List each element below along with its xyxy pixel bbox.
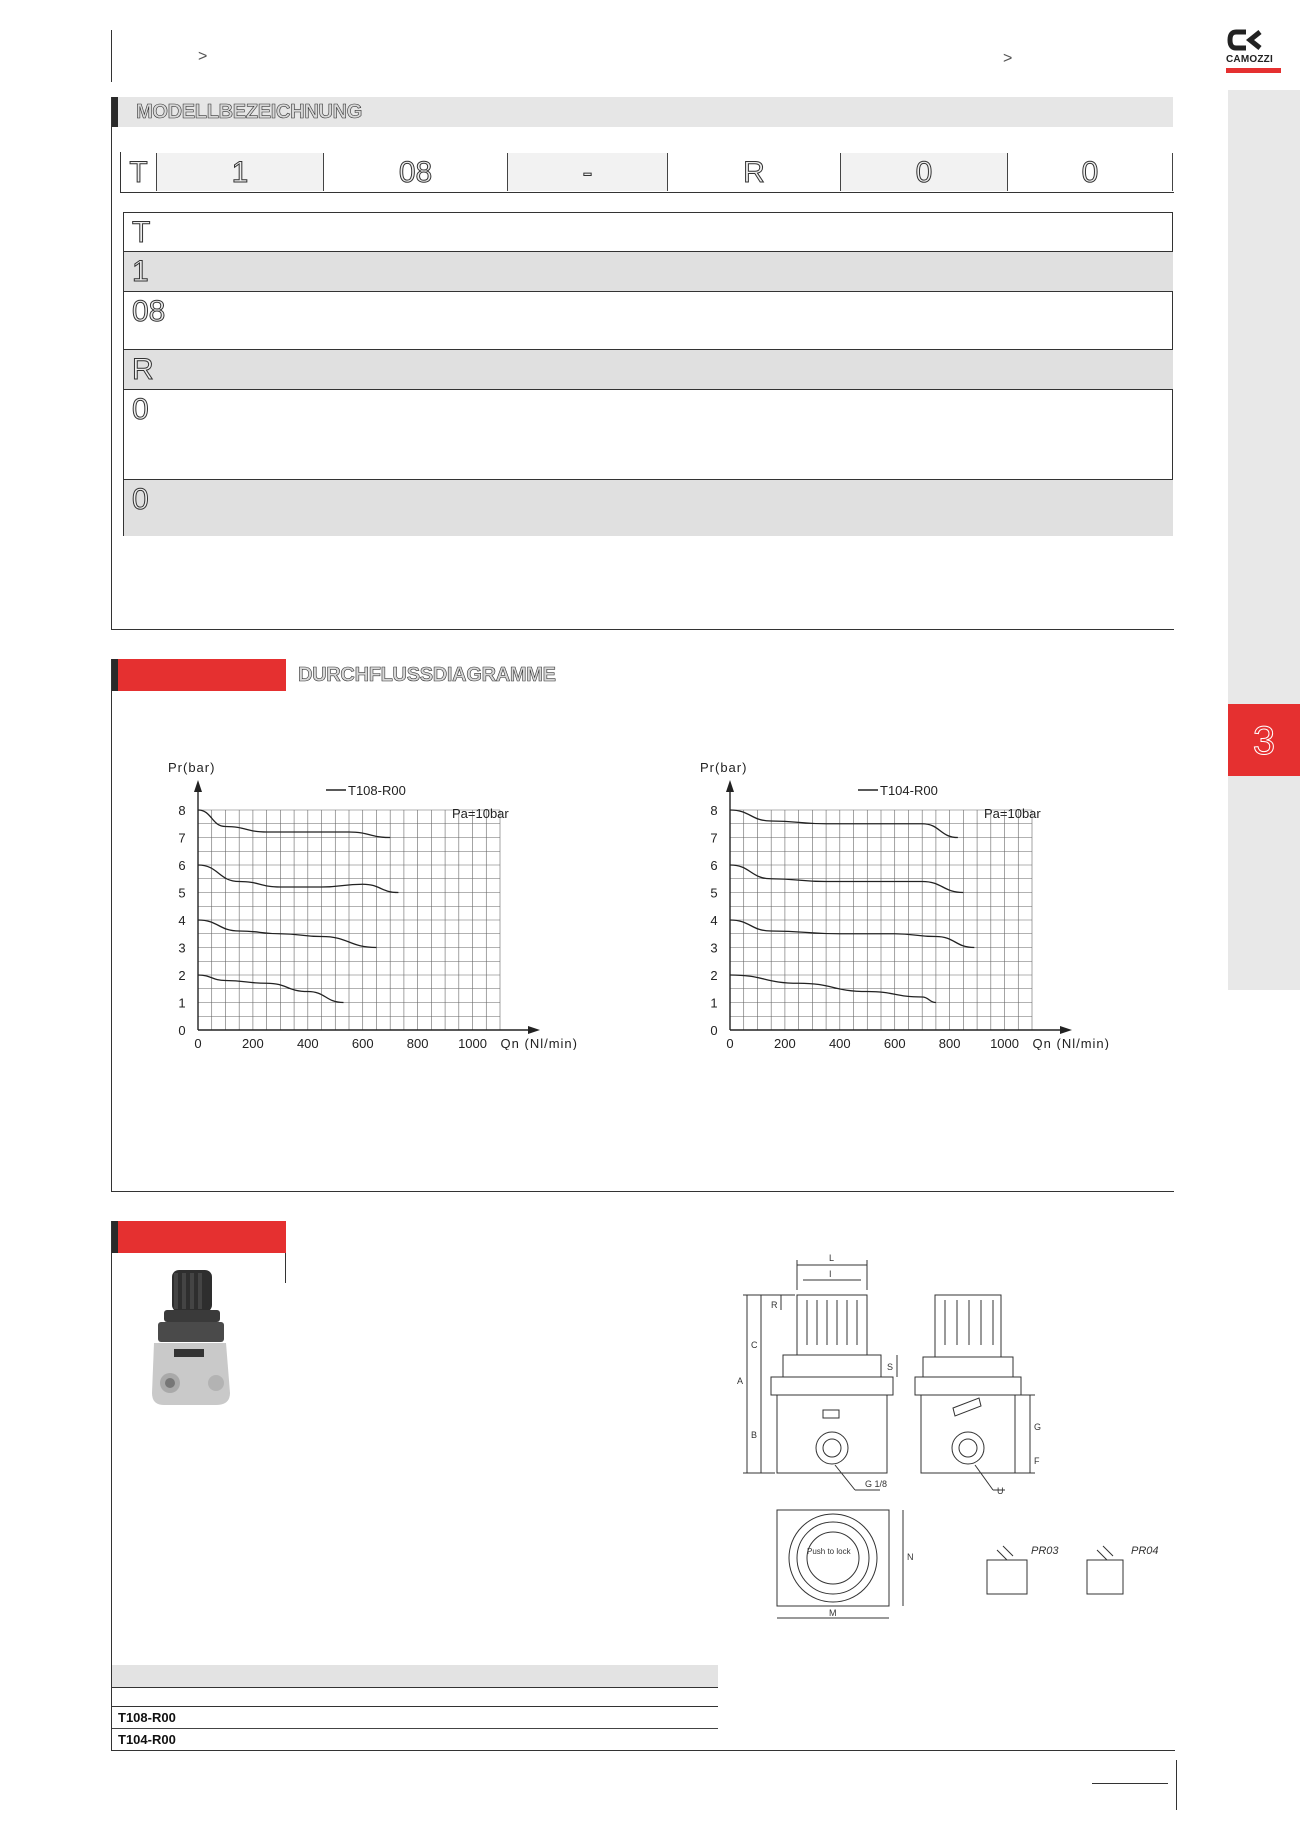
- code-cell-dash: -: [508, 153, 668, 191]
- legend-row-regulator: R: [124, 350, 1173, 390]
- table-row-t104: T104-R00: [112, 1730, 718, 1751]
- brand-red-stripe: [1226, 68, 1281, 73]
- y-axis-arrow-icon: [726, 780, 734, 792]
- section3-left-rule: [111, 1221, 112, 1751]
- chapter-tab-number: 3: [1252, 719, 1276, 763]
- y-tick-label: 5: [710, 885, 718, 901]
- y-tick-label: 8: [710, 803, 718, 818]
- code-cell-option-1: 0: [841, 153, 1008, 191]
- regulator-technical-drawing: [735, 1250, 1175, 1625]
- x-tick-label: 1000: [458, 1036, 488, 1050]
- dim-label-c: C: [751, 1340, 758, 1350]
- x-tick-label: 800: [938, 1036, 961, 1050]
- y-tick-label: 1: [710, 995, 718, 1011]
- code-cell-connection: 08: [324, 153, 508, 191]
- y-tick-label: 3: [710, 940, 718, 956]
- y-tick-label: 1: [178, 995, 186, 1011]
- y-tick-label: 4: [178, 913, 186, 928]
- code-cell-version: 1: [157, 153, 324, 191]
- code-cell-option-2: 0: [1008, 153, 1173, 191]
- regulator-product-photo: [150, 1265, 250, 1420]
- y-tick-label: 6: [710, 858, 718, 873]
- x-tick-label: 600: [883, 1036, 906, 1050]
- dim-label-n: N: [907, 1552, 914, 1562]
- flow-chart-t104: [682, 740, 1132, 1050]
- flow-title: DURCHFLUSSDIAGRAMME: [298, 664, 556, 686]
- legend-row-series: T: [124, 213, 1173, 252]
- sidebar-gray-strip: [1228, 90, 1300, 990]
- y-tick-label: 4: [710, 913, 718, 928]
- footer-page-rule: [1092, 1783, 1168, 1784]
- x-axis-arrow-icon: [528, 1026, 540, 1034]
- x-tick-label: 400: [296, 1036, 319, 1050]
- x-tick-label: 600: [351, 1036, 374, 1050]
- dim-label-u: U: [997, 1486, 1004, 1496]
- x-axis-arrow-icon: [1060, 1026, 1072, 1034]
- data-table-header: [112, 1665, 718, 1687]
- header-left-rule: [111, 30, 112, 82]
- y-tick-label: 7: [178, 830, 186, 846]
- section1-left-rule: [111, 97, 112, 630]
- dim-label-s: S: [887, 1362, 894, 1372]
- chart-title: T108-R00: [348, 783, 406, 798]
- x-tick-label: 0: [194, 1036, 202, 1050]
- section2-left-rule: [111, 659, 112, 1192]
- dim-label-m: M: [829, 1608, 837, 1618]
- knob-lock-text: Push to lock: [807, 1547, 851, 1556]
- dim-label-r: R: [771, 1300, 778, 1310]
- y-axis-arrow-icon: [194, 780, 202, 792]
- dim-label-f: F: [1034, 1456, 1040, 1466]
- y-tick-label: 2: [710, 968, 718, 983]
- symbol-label-pr04: PR04: [1131, 1545, 1159, 1557]
- footer-right-rule: [1176, 1760, 1177, 1810]
- legend-row-option-2: 0: [124, 480, 1173, 536]
- x-axis-label: Qn (Nl/min): [1032, 1036, 1110, 1050]
- code-cell-regulator: R: [668, 153, 841, 191]
- y-tick-label: 6: [178, 858, 186, 873]
- y-tick-label: 0: [178, 1023, 186, 1038]
- y-axis-label: Pr(bar): [700, 760, 748, 775]
- code-cell-series: T: [121, 153, 157, 191]
- y-tick-label: 5: [178, 885, 186, 901]
- dim-label-i: I: [829, 1269, 832, 1279]
- dim-label-b: B: [751, 1430, 758, 1440]
- legend-row-version: 1: [124, 252, 1173, 292]
- y-tick-label: 7: [710, 830, 718, 846]
- x-tick-label: 200: [774, 1036, 796, 1050]
- y-tick-label: 0: [710, 1023, 718, 1038]
- x-tick-label: 0: [726, 1036, 734, 1050]
- breadcrumb-separator-left: >: [198, 48, 208, 65]
- x-tick-label: 1000: [990, 1036, 1020, 1050]
- chart-annotation: Pa=10bar: [452, 806, 509, 821]
- chapter-tab-3[interactable]: [1228, 704, 1300, 776]
- table-row-t108: T108-R00: [112, 1708, 718, 1729]
- y-tick-label: 8: [178, 803, 186, 818]
- section2-bottom-rule: [111, 1191, 1174, 1192]
- flow-chart-t108: [150, 740, 600, 1050]
- product-heading-right-rule: [285, 1253, 286, 1283]
- y-tick-label: 2: [178, 968, 186, 983]
- flow-heading-red-block: [118, 659, 286, 691]
- dim-label-l: L: [829, 1253, 835, 1263]
- section1-bottom-rule: [111, 629, 1174, 630]
- chart-annotation: Pa=10bar: [984, 806, 1041, 821]
- data-table-subheader-rule: [112, 1706, 718, 1707]
- symbol-label-pr03: PR03: [1031, 1545, 1059, 1557]
- dim-label-a: A: [737, 1376, 744, 1386]
- x-tick-label: 800: [406, 1036, 429, 1050]
- breadcrumb-separator-right: >: [1003, 50, 1013, 67]
- legend-row-connection: 08: [124, 292, 1173, 350]
- brand-name: CAMOZZI: [1226, 54, 1273, 65]
- camozzi-logo: [1224, 28, 1284, 74]
- y-tick-label: 3: [178, 940, 186, 956]
- legend-row-option-1: 0: [124, 390, 1173, 480]
- y-axis-label: Pr(bar): [168, 760, 216, 775]
- modell-title: MODELLBEZEICHNUNG: [136, 101, 363, 123]
- data-table-header-rule: [112, 1687, 718, 1688]
- modell-heading-accent: [112, 97, 118, 127]
- product-heading-red-block: [118, 1221, 286, 1253]
- section3-bottom-rule: [112, 1750, 1175, 1751]
- thread-label: G 1/8: [865, 1479, 888, 1489]
- x-tick-label: 200: [242, 1036, 264, 1050]
- dim-label-g: G: [1034, 1422, 1042, 1432]
- x-axis-label: Qn (Nl/min): [500, 1036, 578, 1050]
- chart-title: T104-R00: [880, 783, 938, 798]
- x-tick-label: 400: [828, 1036, 851, 1050]
